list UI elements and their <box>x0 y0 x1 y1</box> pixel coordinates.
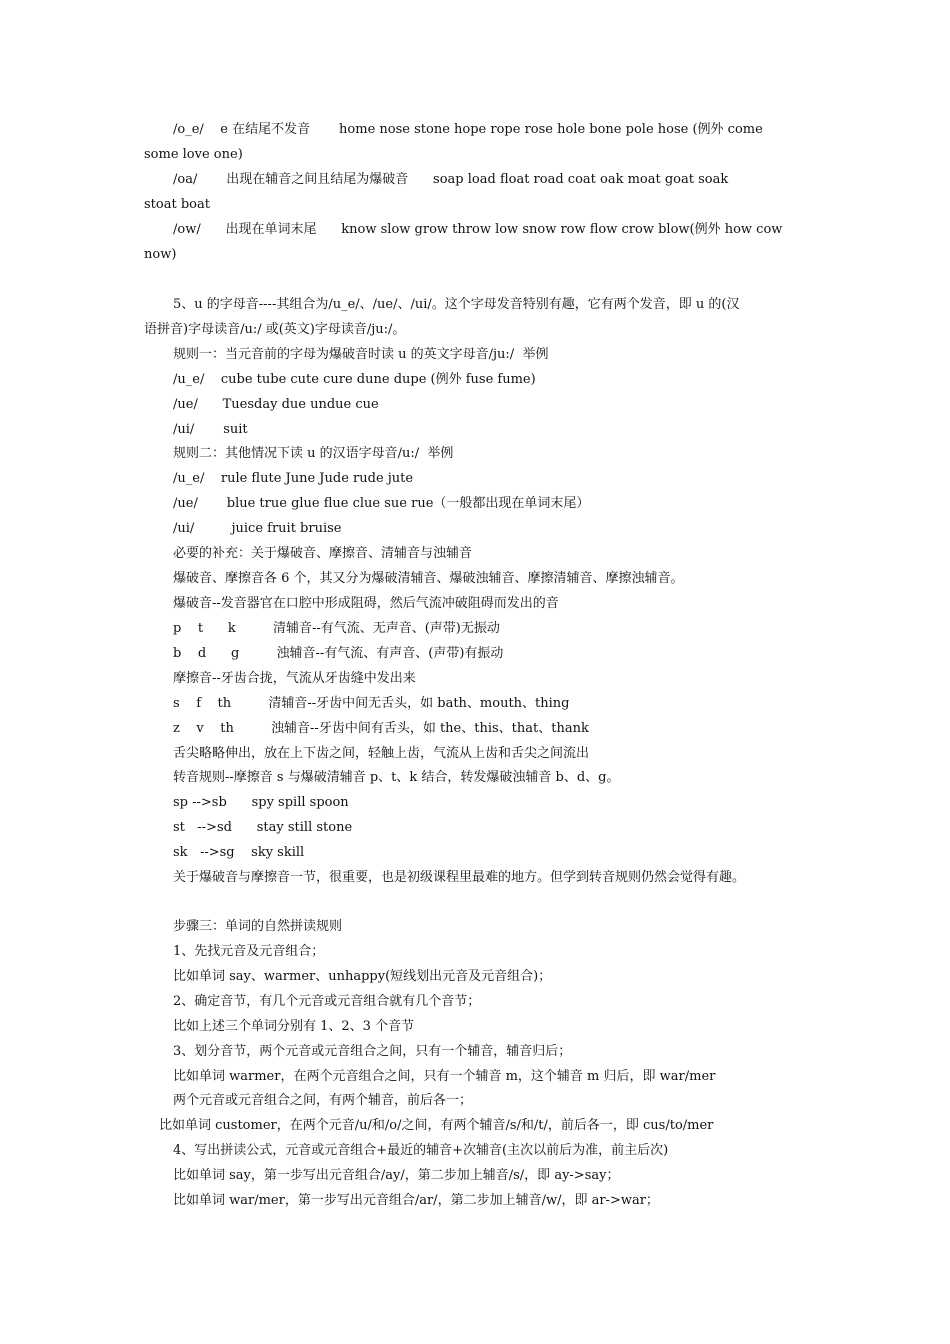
text-line: sp -->sb spy spill spoon <box>173 795 349 810</box>
text-line: /ue/ blue true glue flue clue sue rue（一般都出现在单词末尾） <box>173 496 590 511</box>
text-line: 比如单词 war/mer，第一步写出元音组合/ar/，第二步加上辅音/w/，即 ar->war； <box>173 1193 659 1208</box>
text-line: b d g 浊辅音--有气流、有声音、(声带)有振动 <box>173 646 504 661</box>
text-line: 5、u 的字母音----其组合为/u_e/、/ue/、/ui/。这个字母发音特别有趣，它有两个发音，即 u 的(汉 <box>173 297 740 312</box>
text-line: 比如单词 say、warmer、unhappy(短线划出元音及元音组合)； <box>173 969 552 984</box>
text-line: 比如单词 warmer，在两个元音组合之间，只有一个辅音 m，这个辅音 m 归后，即 war/mer <box>173 1069 716 1084</box>
text-line: /oa/ 出现在辅音之间且结尾为爆破音 soap load float road coat oak moat goat soak <box>173 172 729 187</box>
text-line: 爆破音、摩擦音各 6 个，其又分为爆破清辅音、爆破浊辅音、摩擦清辅音、摩擦浊辅音。 <box>173 571 684 586</box>
text-line: /ow/ 出现在单词末尾 know slow grow throw low snow row flow crow blow(例外 how cow <box>173 222 783 237</box>
text-line: stoat boat <box>144 197 210 212</box>
text-line: 两个元音或元音组合之间，有两个辅音，前后各一； <box>173 1093 473 1108</box>
text-line: 必要的补充：关于爆破音、摩擦音、清辅音与浊辅音 <box>173 546 473 561</box>
text-line: s f th 清辅音--牙齿中间无舌头，如 bath、mouth、thing <box>173 696 570 711</box>
text-line: 3、划分音节，两个元音或元音组合之间，只有一个辅音，辅音归后； <box>173 1044 572 1059</box>
text-line: /ui/ juice fruit bruise <box>173 521 342 536</box>
text-line: now) <box>144 247 177 262</box>
text-line: 2、确定音节，有几个元音或元音组合就有几个音节； <box>173 994 481 1009</box>
text-line: 语拼音)字母读音/u:/ 或(英文)字母读音/ju:/。 <box>144 322 406 337</box>
text-line: /ue/ Tuesday due undue cue <box>173 397 379 412</box>
text-line: 比如单词 customer，在两个元音/u/和/o/之间，有两个辅音/s/和/t/，前后各一，即 cus/to/mer <box>159 1118 714 1133</box>
text-line: st -->sd stay still stone <box>173 820 353 835</box>
text-line: z v th 浊辅音--牙齿中间有舌头，如 the、this、that、thank <box>173 721 589 736</box>
text-line: /ui/ suit <box>173 422 248 437</box>
text-line: 比如上述三个单词分别有 1、2、3 个音节 <box>173 1019 415 1034</box>
text-line: sk -->sg sky skill <box>173 845 305 860</box>
text-line: 转音规则--摩擦音 s 与爆破清辅音 p、t、k 结合，转发爆破浊辅音 b、d、g。 <box>173 770 620 785</box>
text-line: 关于爆破音与摩擦音一节，很重要，也是初级课程里最难的地方。但学到转音规则仍然会觉得有趣。 <box>173 870 746 885</box>
text-line: 舌尖略略伸出，放在上下齿之间，轻触上齿，气流从上齿和舌尖之间流出 <box>173 746 590 761</box>
text-line: /u_e/ rule flute June Jude rude jute <box>173 471 414 486</box>
text-line: 摩擦音--牙齿合拢，气流从牙齿缝中发出来 <box>173 671 416 686</box>
text-line: p t k 清辅音--有气流、无声音、(声带)无振动 <box>173 621 500 636</box>
text-line: 1、先找元音及元音组合； <box>173 944 325 959</box>
text-line: /o_e/ e 在结尾不发音 home nose stone hope rope rose hole bone pole hose (例外 come <box>173 122 763 137</box>
text-line: 规则一：当元音前的字母为爆破音时读 u 的英文字母音/ju:/ 举例 <box>173 347 549 362</box>
text-line: 爆破音--发音器官在口腔中形成阻碍，然后气流冲破阻碍而发出的音 <box>173 596 559 611</box>
text-line: 规则二：其他情况下读 u 的汉语字母音/u:/ 举例 <box>173 446 454 461</box>
text-line: some love one) <box>144 147 243 162</box>
section-heading: 步骤三：单词的自然拼读规则 <box>173 919 343 934</box>
text-line: 4、写出拼读公式，元音或元音组合+最近的辅音+次辅音(主次以前后为准，前主后次) <box>173 1143 669 1158</box>
text-line: /u_e/ cube tube cute cure dune dupe (例外 fuse fume) <box>173 372 536 387</box>
text-line: 比如单词 say，第一步写出元音组合/ay/，第二步加上辅音/s/，即 ay->say； <box>173 1168 620 1183</box>
